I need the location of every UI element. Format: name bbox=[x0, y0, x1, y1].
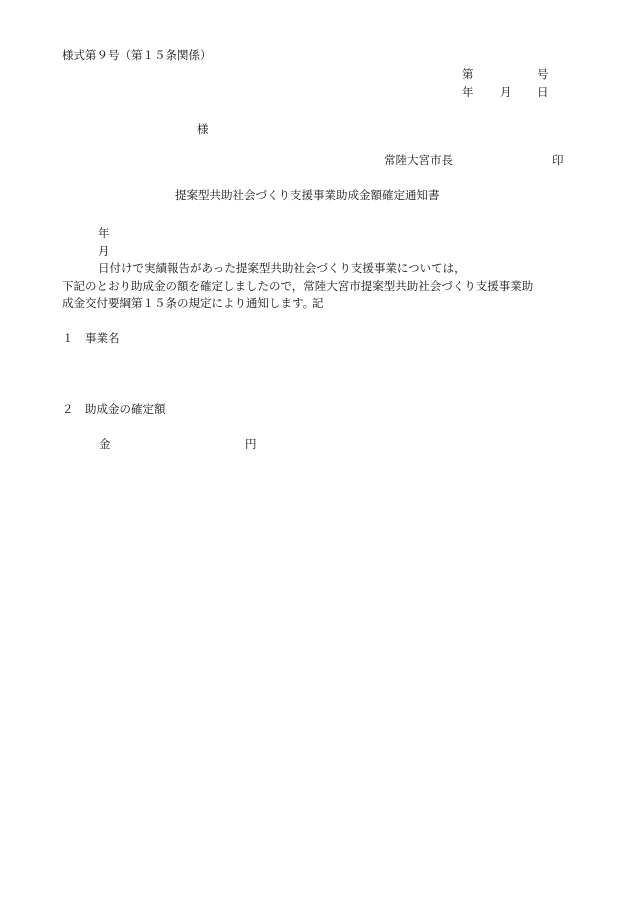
date-year: 年 bbox=[462, 85, 474, 99]
date-month: 月 bbox=[500, 85, 512, 99]
doc-number-prefix: 第 bbox=[462, 67, 474, 81]
doc-number-suffix: 号 bbox=[537, 67, 549, 81]
document-title: 提案型共助社会づくり支援事業助成金額確定通知書 bbox=[175, 188, 440, 202]
amount-prefix: 金 bbox=[99, 437, 111, 451]
seal-mark: 印 bbox=[552, 153, 564, 167]
record-label: 記 bbox=[312, 296, 324, 310]
item-business-name: １ 事業名 bbox=[62, 331, 120, 345]
form-number: 様式第９号（第１５条関係） bbox=[62, 48, 212, 62]
body-year: 年 bbox=[98, 226, 110, 240]
issuer-title: 常陸大宮市長 bbox=[384, 153, 453, 167]
body-line1-rest: 日付けで実績報告があった提案型共助社会づくり支援事業については， bbox=[98, 261, 466, 275]
body-line2: 下記のとおり助成金の額を確定しましたので，常陸大宮市提案型共助社会づくり支援事業助 bbox=[62, 278, 534, 293]
body-line3: 成金交付要綱第１５条の規定により通知します。 bbox=[62, 296, 315, 310]
item-confirmed-amount: ２ 助成金の確定額 bbox=[62, 402, 166, 416]
body-month: 月 bbox=[98, 243, 110, 258]
date-day: 日 bbox=[537, 85, 549, 99]
amount-suffix: 円 bbox=[245, 437, 257, 451]
addressee-suffix: 様 bbox=[197, 122, 209, 136]
